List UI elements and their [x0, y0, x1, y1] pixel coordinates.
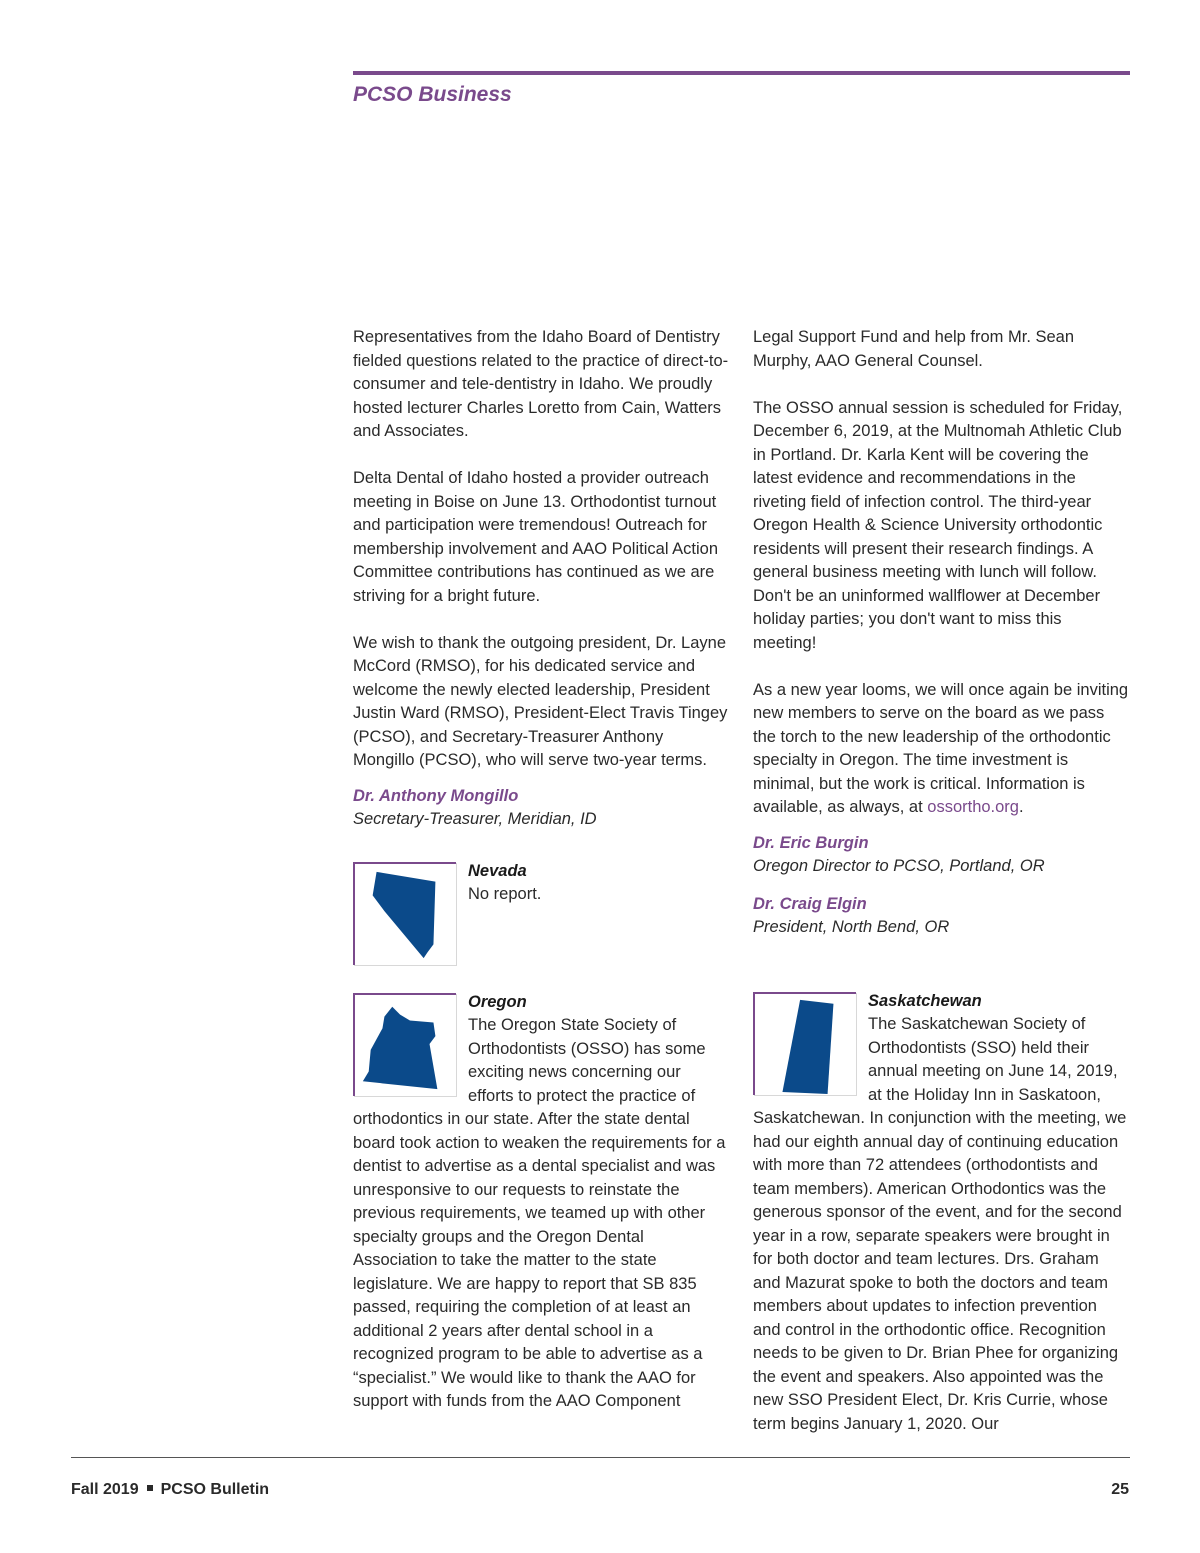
section-title: PCSO Business [353, 83, 512, 106]
nevada-heading: Nevada [468, 861, 527, 880]
saskatchewan-section [753, 990, 1129, 1437]
footer-separator-icon [147, 1485, 153, 1491]
saskatchewan-map-icon [753, 992, 856, 1095]
signature-name: Dr. Eric Burgin [753, 833, 869, 852]
signature-title: Oregon Director to PCSO, Portland, OR [753, 857, 1045, 875]
right-column [753, 326, 1129, 1436]
saskatchewan-heading: Saskatchewan [868, 991, 982, 1010]
footer-title: PCSO Bulletin [160, 1481, 270, 1498]
signature-name: Dr. Anthony Mongillo [353, 786, 519, 805]
oregon-heading: Oregon [468, 992, 527, 1011]
idaho-paragraph-2: Delta Dental of Idaho hosted a provider outreach meeting in Boise on June 13. Orthodontist turnout and participation were tremendous! Outreach for membership involvement and AAO Political Action Committee contributions has continued as we are striving for a bright future. [353, 469, 719, 605]
footer-publication [71, 1481, 269, 1499]
nevada-text: No report. [468, 885, 542, 903]
footer-rule [71, 1457, 1130, 1458]
nevada-map-icon [353, 862, 456, 965]
oregon-signature-2 [753, 893, 1129, 940]
saskatchewan-text: The Saskatchewan Society of Orthodontists (SSO) held their annual meeting on June 14, 2019, at the Holiday Inn in Saskatoon, Saskatchewan. In conjunction with the meeting, we had our eighth annual day of continuing education with more than 72 attendees (orthodontists and team members). American Orthodontics was the generous sponsor of the event, and for the second year in a row, separate speakers were brought in for both doctor and team lectures. Drs. Graham and Mazurat spoke to both the doctors and team members about updates to infection prevention and control in the orthodontic office. Recognition needs to be given to Dr. Brian Phee for organizing the event and speakers. Also appointed was the new SSO President Elect, Dr. Kris Currie, whose term begins January 1, 2020. Our [753, 1015, 1127, 1433]
oregon-signature-1 [753, 832, 1129, 879]
footer-issue: Fall 2019 [71, 1481, 139, 1498]
oregon-map-icon [353, 993, 456, 1096]
left-column [353, 326, 729, 1414]
signature-title: Secretary-Treasurer, Meridian, ID [353, 810, 597, 828]
signature-name: Dr. Craig Elgin [753, 894, 867, 913]
signature-title: President, North Bend, OR [753, 918, 950, 936]
nevada-section [353, 860, 729, 969]
header-rule [353, 71, 1130, 75]
oregon-paragraph-3-text: As a new year looms, we will once again be inviting new members to serve on the board as we pass the torch to the new leadership of the orthodontic specialty in Oregon. The time investment is minimal, but the work is critical. Information is available, as always, at [753, 680, 1129, 816]
oregon-paragraph-2: The OSSO annual session is scheduled for Friday, December 6, 2019, at the Multnomah Athletic Club in Portland. Dr. Karla Kent will be covering the latest evidence and recommendations in the riveting field of infection control. The third-year Oregon Health & Science University orthodontic residents will present their research findings. A general business meeting with lunch will follow. Don't be an uninformed wallflower at December holiday parties; you don't want to miss this meeting! [753, 398, 1123, 652]
idaho-signature [353, 785, 729, 832]
idaho-paragraph-3: We wish to thank the outgoing president, Dr. Layne McCord (RMSO), for his dedicated service and welcome the newly elected leadership, President Justin Ward (RMSO), President-Elect Travis Tingey (PCSO), and Secretary-Treasurer Anthony Mongillo (PCSO), who will serve two-year terms. [353, 633, 728, 769]
oregon-paragraph-3-end: . [1018, 798, 1024, 816]
oregon-text: The Oregon State Society of Orthodontists (OSSO) has some exciting news concerning our efforts to protect the practice of orthodontics in our state. After the state dental board took action to weaken the requirements for a dentist to advertise as a dental specialist and was unresponsive to our requests to reinstate the previous requirements, we teamed up with other specialty groups and the Oregon Dental Association to take the matter to the state legislature. We are happy to report that SB 835 passed, requiring the completion of at least an additional 2 years after dental school in a recognized program to be able to advertise as a “specialist.” We would like to thank the AAO for support with funds from the AAO Component [353, 1016, 726, 1410]
oregon-continued: Legal Support Fund and help from Mr. Sean Murphy, AAO General Counsel. [753, 328, 1075, 370]
page-number: 25 [1111, 1481, 1129, 1498]
oregon-section [353, 991, 729, 1414]
oregon-paragraph-3 [753, 679, 1129, 820]
idaho-paragraph-1: Representatives from the Idaho Board of Dentistry fielded questions related to the practice of direct-to-consumer and tele-dentistry in Idaho. We proudly hosted lecturer Charles Loretto from Cain, Watters and Associates. [353, 328, 729, 440]
ossortho-link[interactable]: ossortho.org [927, 798, 1019, 816]
